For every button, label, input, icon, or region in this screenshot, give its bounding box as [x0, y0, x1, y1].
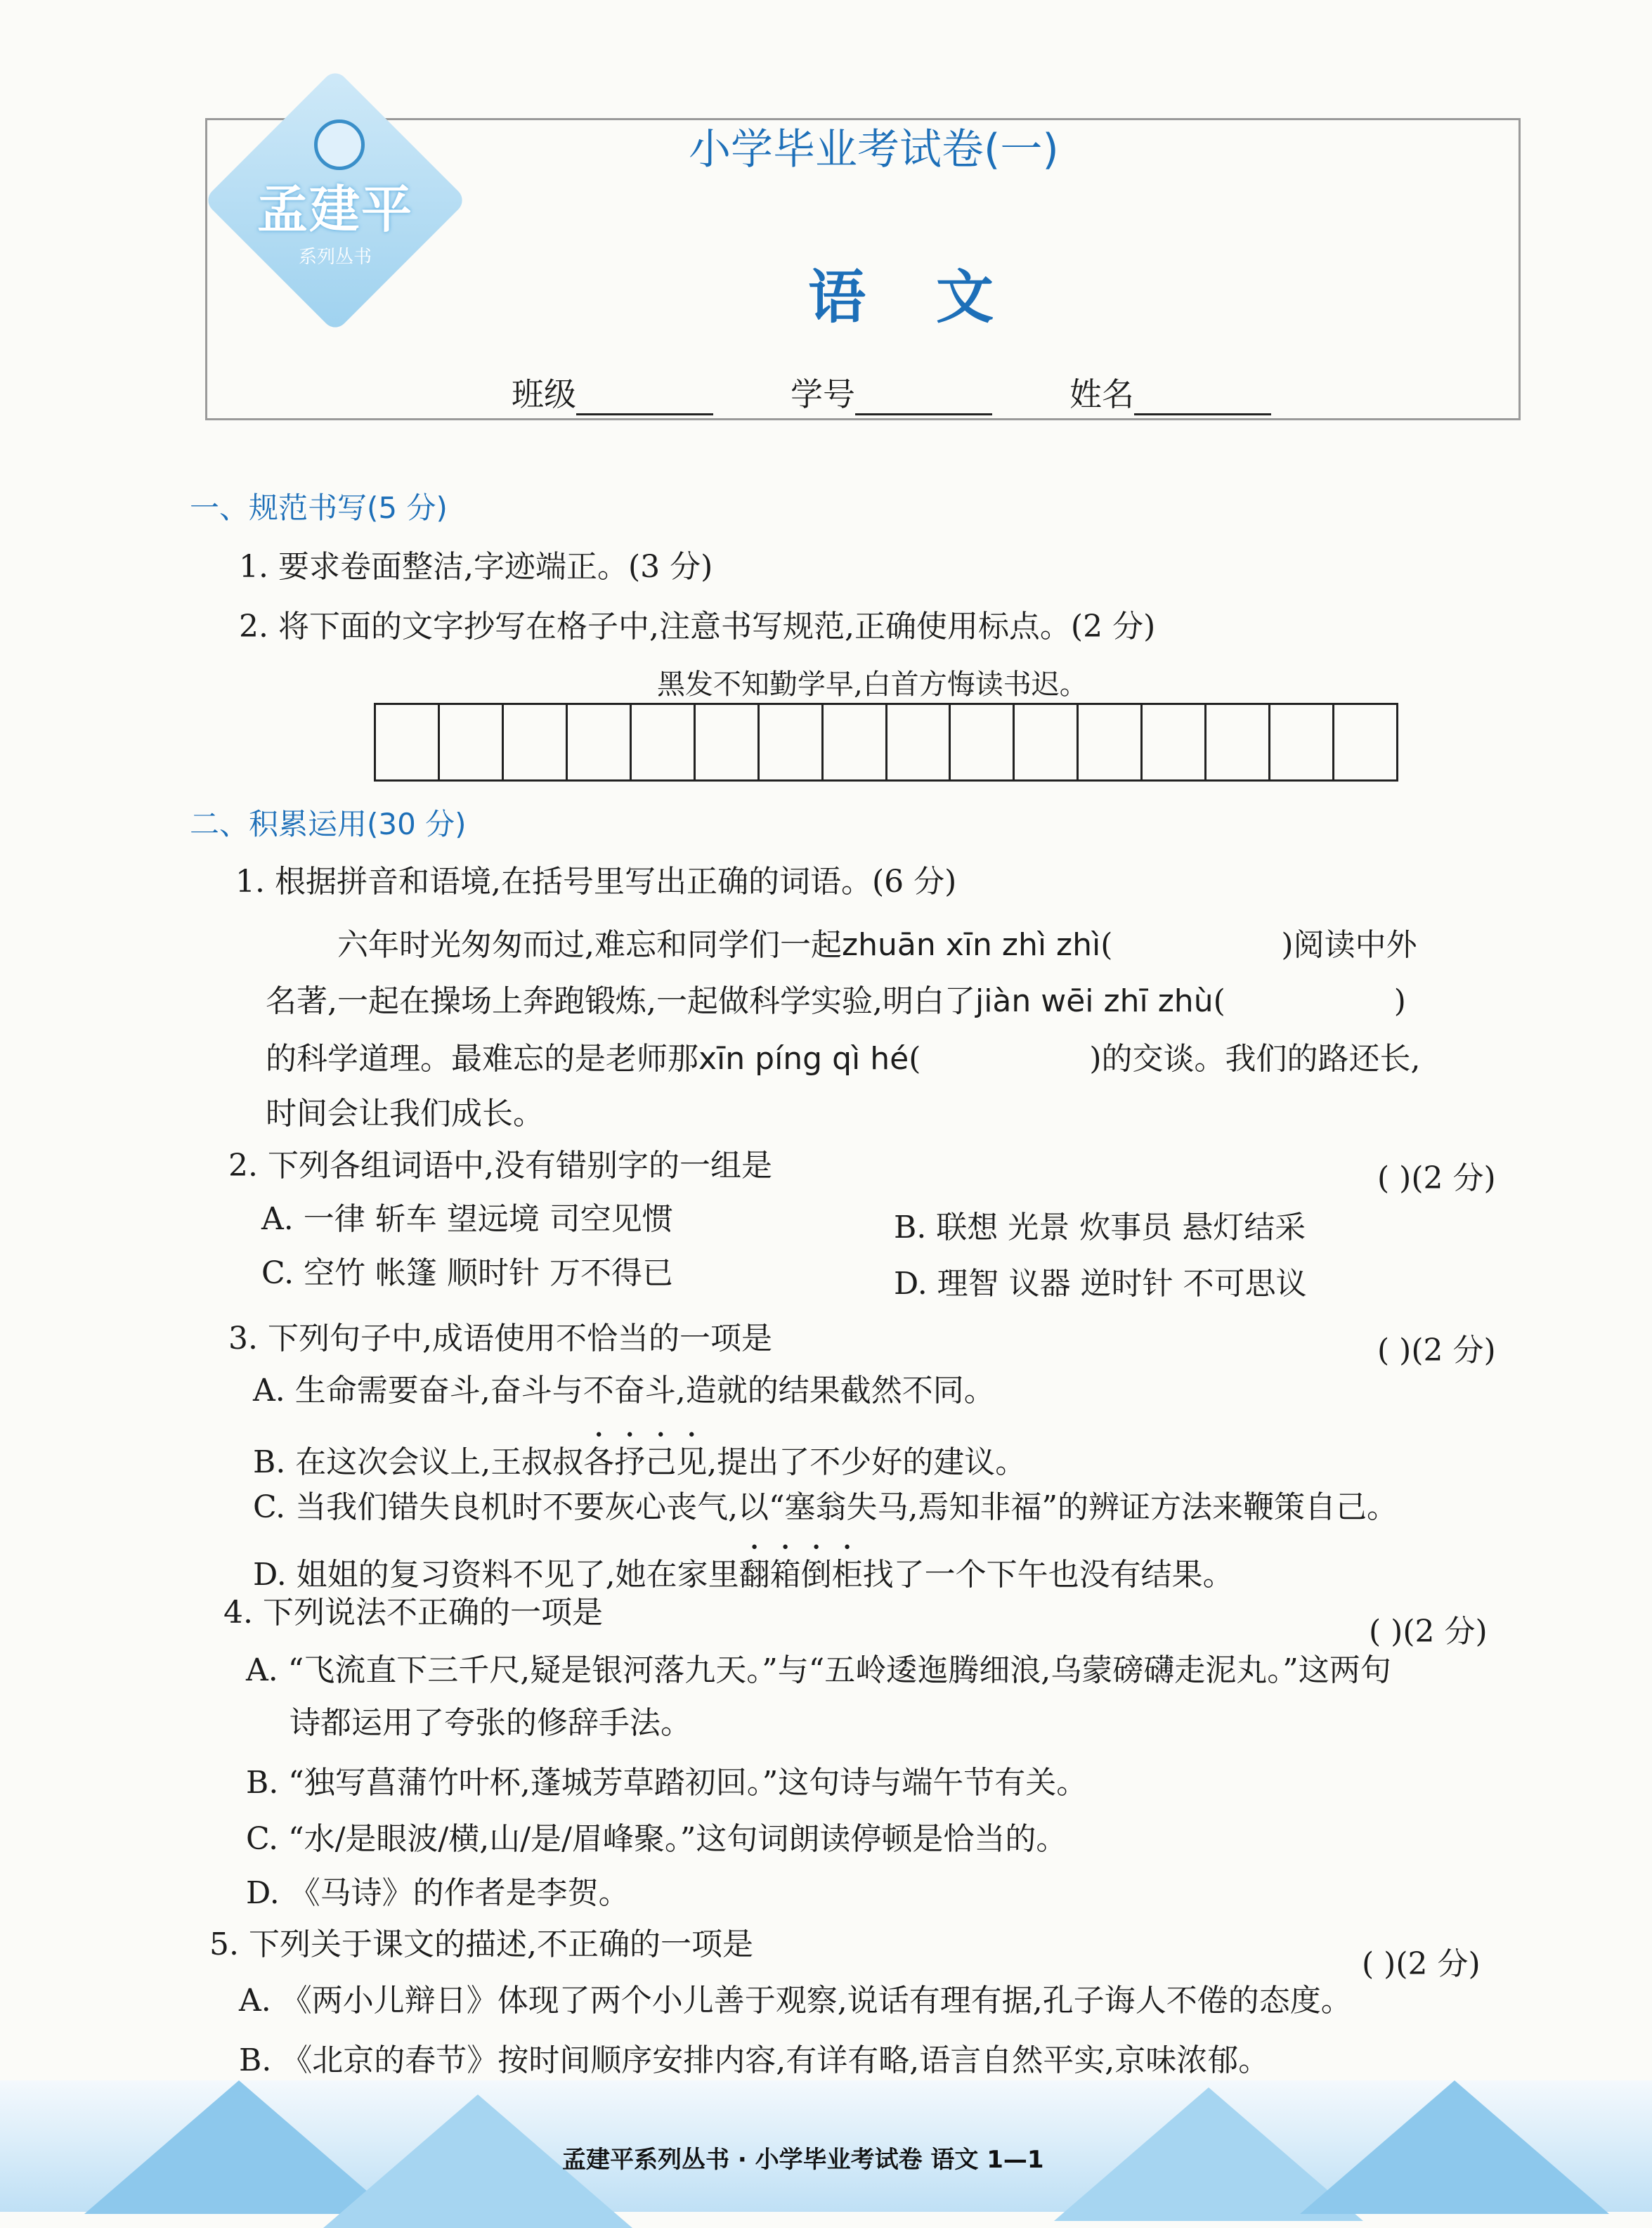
q4-option-a-line1: A. “飞流直下三千尺,疑是银河落九天。”与“五岭逶迤腾细浪,乌蒙磅礴走泥丸。”这两句 [246, 1652, 1391, 1688]
s2-question-5: 5. 下列关于课文的描述,不正确的一项是 [209, 1926, 753, 1962]
q1-line-3: 的科学道理。最难忘的是老师那xīn píng qì hé( )的交谈。我们的路还长, [266, 1041, 1421, 1077]
logo-subtitle: 系列丛书 [298, 247, 372, 268]
s1-question-2: 2. 将下面的文字抄写在格子中,注意书写规范,正确使用标点。(2 分) [239, 609, 1156, 645]
q5-option-a: A. 《两小儿辩日》体现了两个小儿善于观察,说话有理有据,孔子诲人不倦的态度。 [239, 1983, 1352, 2019]
section-1-title: 一、规范书写(5 分) [190, 491, 448, 525]
emphasis-idiom-b: 各抒己见 [583, 1444, 708, 1480]
grid-cell[interactable] [1079, 705, 1143, 779]
grid-cell[interactable] [568, 705, 632, 779]
class-label: 班级 [512, 375, 576, 413]
grid-cell[interactable] [696, 705, 760, 779]
grid-cell[interactable] [760, 705, 824, 779]
grid-cell[interactable] [376, 705, 440, 779]
grid-cell[interactable] [632, 705, 696, 779]
q3-option-a: A. 生命需要奋斗,奋斗与不奋斗,造就的结果截然不同。 [253, 1373, 995, 1408]
q5-option-b: B. 《北京的春节》按时间顺序安排内容,有详有略,语言自然平实,京味浓郁。 [239, 2042, 1270, 2078]
grid-cell[interactable] [440, 705, 504, 779]
copy-text: 黑发不知勤学早,白首方悔读书迟。 [657, 668, 1088, 701]
q1-line-4: 时间会让我们成长。 [266, 1096, 544, 1132]
q4-option-a-line2: 诗都运用了夸张的修辞手法。 [290, 1705, 691, 1741]
grid-cell[interactable] [1015, 705, 1079, 779]
logo-text: 孟建平 [256, 180, 413, 239]
grid-cell[interactable] [504, 705, 568, 779]
grid-cell[interactable] [1207, 705, 1270, 779]
s2-question-2: 2. 下列各组词语中,没有错别字的一组是 [228, 1148, 772, 1184]
q2-option-c: C. 空竹 帐篷 顺时针 万不得已 [261, 1255, 674, 1291]
name-label: 姓名 [1069, 375, 1134, 413]
q3-option-d: D. 姐姐的复习资料不见了,她在家里翻箱倒柜找了一个下午也没有结果。 [253, 1557, 1234, 1593]
q3-option-c: C. 当我们错失良机时不要灰心丧气,以“塞翁失马,焉知非福”的辨证方法来鞭策自己。 [253, 1489, 1398, 1525]
grid-cell[interactable] [951, 705, 1015, 779]
footer-text: 孟建平系列丛书 · 小学毕业考试卷 语文 1—1 [562, 2146, 1044, 2174]
pinyin-1: zhuān xīn zhì zhì [842, 927, 1101, 963]
pinyin-3: xīn píng qì hé [698, 1041, 909, 1077]
writing-grid[interactable] [374, 703, 1398, 782]
grid-cell[interactable] [1143, 705, 1207, 779]
q3-option-b: B. 在这次会议上,王叔叔各抒己见,提出了不少好的建议。 [253, 1444, 1027, 1480]
name-field[interactable] [1069, 369, 1271, 415]
subject-title: 语文 [808, 264, 1065, 331]
exam-title: 小学毕业考试卷(一) [689, 125, 1059, 174]
q1-line-2: 名著,一起在操场上奔跑锻炼,一起做科学实验,明白了jiàn wēi zhī zhù( ) [266, 983, 1406, 1019]
emphasis-idiom-d: 翻箱倒柜 [739, 1557, 863, 1593]
q2-option-a: A. 一律 斩车 望远境 司空见惯 [261, 1201, 673, 1237]
q2-option-b: B. 联想 光景 炊事员 悬灯结采 [894, 1210, 1306, 1245]
class-field[interactable] [512, 369, 713, 415]
q5-answer-mark[interactable]: ( )(2 分) [1362, 1946, 1481, 1982]
section-2-title: 二、积累运用(30 分) [190, 807, 467, 841]
badge-icon [314, 119, 365, 170]
q2-answer-mark[interactable]: ( )(2 分) [1377, 1160, 1496, 1196]
grid-cell[interactable] [887, 705, 951, 779]
q4-option-c: C. “水/是眼波/横,山/是/眉峰聚。”这句词朗读停顿是恰当的。 [246, 1821, 1067, 1857]
q4-answer-mark[interactable]: ( )(2 分) [1369, 1614, 1488, 1650]
s2-question-1: 1. 根据拼音和语境,在括号里写出正确的词语。(6 分) [235, 864, 957, 900]
s1-question-1: 1. 要求卷面整洁,字迹端正。(3 分) [239, 549, 713, 585]
q1-line-1: 六年时光匆匆而过,难忘和同学们一起zhuān xīn zhì zhì( )阅读中外 [337, 927, 1417, 963]
student-number-field[interactable] [791, 369, 992, 415]
grid-cell[interactable] [1270, 705, 1334, 779]
q2-option-d: D. 理智 议器 逆时针 不可思议 [894, 1266, 1307, 1302]
grid-cell[interactable] [1334, 705, 1396, 779]
student-number-label: 学号 [791, 375, 855, 413]
s2-question-3: 3. 下列句子中,成语使用不恰当的一项是 [228, 1321, 772, 1356]
grid-cell[interactable] [824, 705, 887, 779]
publisher-logo [198, 63, 472, 337]
pinyin-2: jiàn wēi zhī zhù [975, 983, 1214, 1019]
s2-question-4: 4. 下列说法不正确的一项是 [223, 1595, 603, 1631]
q3-answer-mark[interactable]: ( )(2 分) [1377, 1333, 1496, 1368]
q4-option-b: B. “独写菖蒲竹叶杯,蓬城芳草踏初回。”这句诗与端午节有关。 [246, 1765, 1088, 1801]
q4-option-d: D. 《马诗》的作者是李贺。 [246, 1875, 630, 1911]
